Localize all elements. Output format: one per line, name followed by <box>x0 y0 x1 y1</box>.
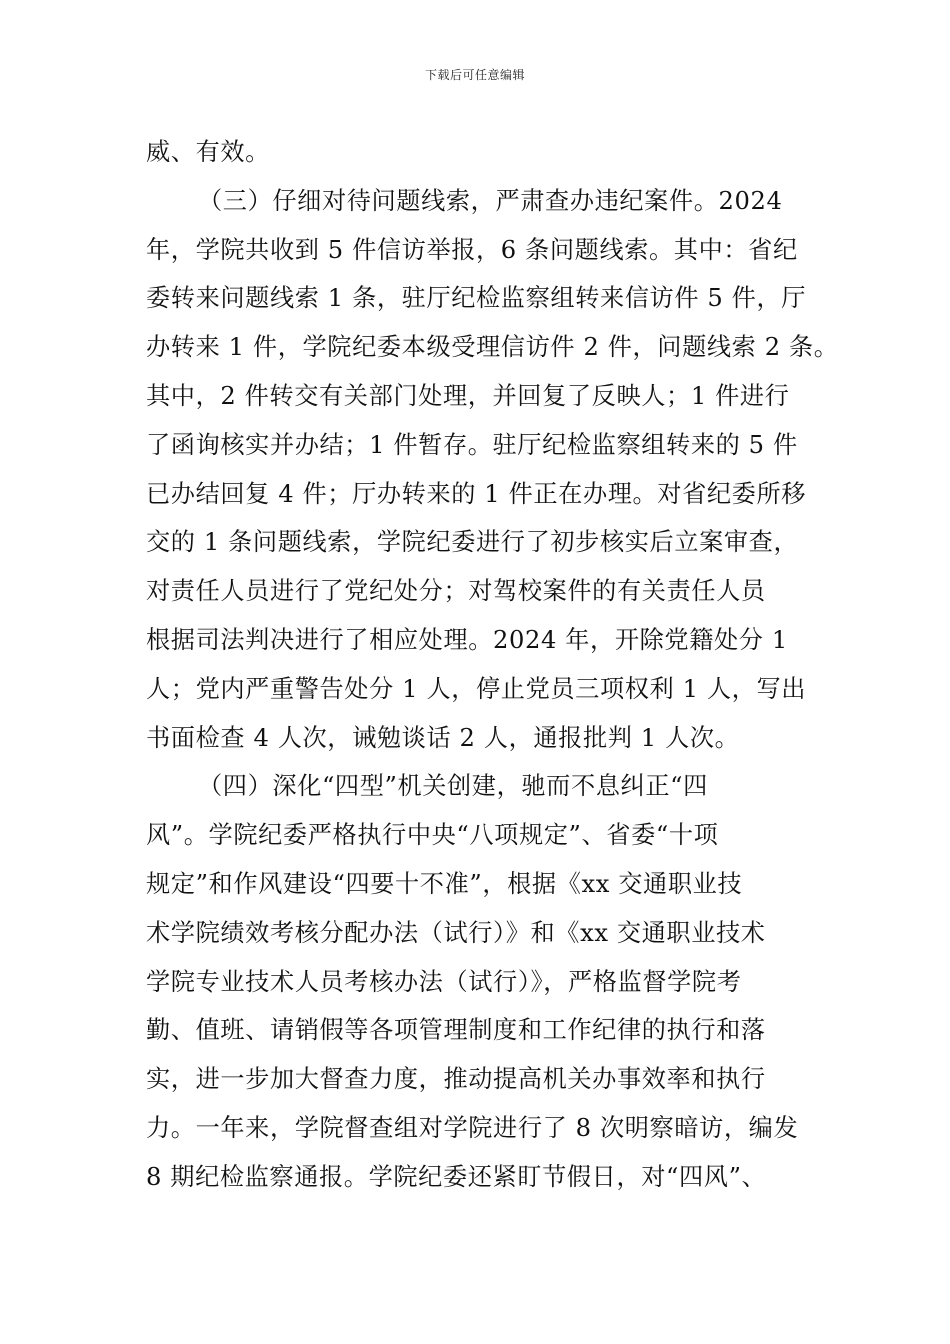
body-line: 人；党内严重警告处分 1 人，停止党员三项权利 1 人，写出 <box>146 674 807 703</box>
body-line: 学院专业技术人员考核办法（试行）》，严格监督学院考 <box>146 967 742 996</box>
body-line: 书面检查 4 人次，诫勉谈话 2 人，通报批判 1 人次。 <box>146 723 740 752</box>
body-line: 勤、值班、请销假等各项管理制度和工作纪律的执行和落 <box>146 1016 766 1045</box>
document-body <box>146 128 839 1202</box>
body-line: 年，学院共收到 5 件信访举报，6 条问题线索。其中：省纪 <box>146 235 798 264</box>
page-header: 下载后可任意编辑 <box>424 68 525 82</box>
body-line: 实，进一步加大督查力度，推动提高机关办事效率和执行 <box>146 1065 766 1094</box>
body-line: 威、有效。 <box>146 138 270 166</box>
body-line: 规定”和作风建设“四要十不准”，根据《xx 交通职业技 <box>146 869 743 898</box>
body-line: 对责任人员进行了党纪处分；对驾校案件的有关责任人员 <box>146 577 766 606</box>
body-line: 了函询核实并办结；1 件暂存。驻厅纪检监察组转来的 5 件 <box>146 430 798 459</box>
paragraph-start-line: （四）深化“四型”机关创建，驰而不息纠正“四 <box>198 772 708 801</box>
body-line: 8 期纪检监察通报。学院纪委还紧盯节假日，对“四风”、 <box>146 1162 767 1191</box>
body-line: 术学院绩效考核分配办法（试行）》和《xx 交通职业技术 <box>146 918 766 947</box>
body-line: 力。一年来，学院督查组对学院进行了 8 次明察暗访，编发 <box>146 1113 799 1142</box>
body-line: 其中，2 件转交有关部门处理，并回复了反映人；1 件进行 <box>146 381 790 410</box>
body-line: 办转来 1 件，学院纪委本级受理信访件 2 件，问题线索 2 条。 <box>146 333 839 362</box>
body-line: 委转来问题线索 1 条，驻厅纪检监察组转来信访件 5 件，厅 <box>146 284 807 313</box>
body-line: 已办结回复 4 件；厅办转来的 1 件正在办理。对省纪委所移 <box>146 479 807 508</box>
body-line: 交的 1 条问题线索，学院纪委进行了初步核实后立案审查， <box>146 528 799 557</box>
body-line: 根据司法判决进行了相应处理。2024 年，开除党籍处分 1 <box>146 625 788 654</box>
paragraph-start-line: （三）仔细对待问题线索，严肃查办违纪案件。2024 <box>198 186 783 215</box>
body-line: 风”。学院纪委严格执行中央“八项规定”、省委“十项 <box>146 821 719 850</box>
